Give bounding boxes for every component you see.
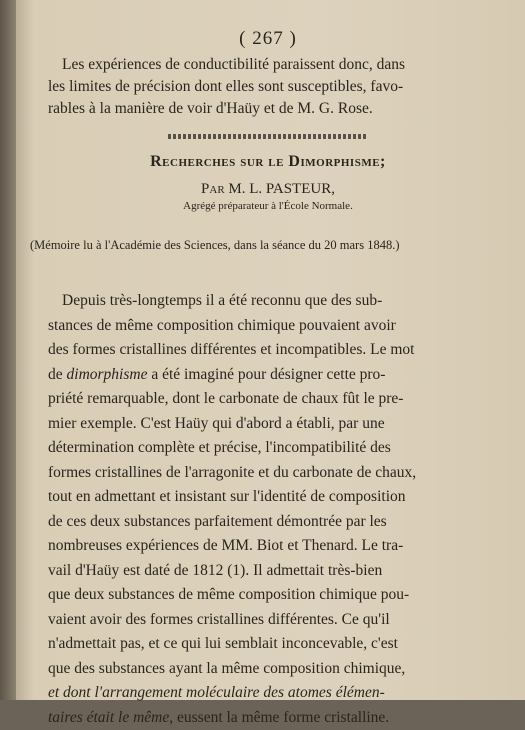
body-line: n'admettait pas, et ce qui lui semblait inconcevable, c'est bbox=[48, 632, 488, 657]
author-role: Agrégé préparateur à l'École Normale. bbox=[48, 200, 488, 212]
body-line: de dimorphisme a été imaginé pour désigner cette pro- bbox=[48, 363, 488, 388]
body-paragraph bbox=[48, 289, 488, 730]
intro-paragraph bbox=[48, 54, 488, 120]
body-line: nombreuses expériences de MM. Biot et Thenard. Le tra- bbox=[48, 534, 488, 559]
body-line: formes cristallines de l'arragonite et du carbonate de chaux, bbox=[48, 461, 488, 486]
body-line: que des substances ayant la même composition chimique, bbox=[48, 657, 488, 682]
body-line: priété remarquable, dont le carbonate de chaux fût le pre- bbox=[48, 387, 488, 412]
body-line: Depuis très-longtemps il a été reconnu que des sub- bbox=[48, 289, 488, 314]
body-line: détermination complète et précise, l'incompatibilité des bbox=[48, 436, 488, 461]
page-number: ( 267 ) bbox=[48, 28, 488, 50]
body-line: des formes cristallines différentes et incompatibles. Le mot bbox=[48, 338, 488, 363]
intro-line: Les expériences de conductibilité paraissent donc, dans bbox=[48, 54, 488, 76]
body-line: stances de même composition chimique pouvaient avoir bbox=[48, 314, 488, 339]
body-line: tout en admettant et insistant sur l'identité de composition bbox=[48, 485, 488, 510]
article-author: Par M. L. PASTEUR, bbox=[48, 181, 488, 198]
body-line: vail d'Haüy est daté de 1812 (1). Il admettait très-bien bbox=[48, 559, 488, 584]
book-gutter bbox=[0, 0, 16, 700]
memoire-note: (Mémoire lu à l'Académie des Sciences, dans la séance du 20 mars 1848.) bbox=[30, 238, 488, 253]
article-title: Recherches sur le Dimorphisme; bbox=[48, 153, 488, 171]
section-divider bbox=[168, 134, 368, 139]
body-line: mier exemple. C'est Haüy qui d'abord a établi, par une bbox=[48, 412, 488, 437]
body-line: vaient avoir des formes cristallines différentes. Ce qu'il bbox=[48, 608, 488, 633]
body-line: de ces deux substances parfaitement démontrée par les bbox=[48, 510, 488, 535]
body-line: taires était le même, eussent la même forme cristalline. bbox=[48, 706, 488, 730]
body-line: et dont l'arrangement moléculaire des atomes élémen- bbox=[48, 681, 488, 706]
intro-line: les limites de précision dont elles sont susceptibles, favo- bbox=[48, 76, 488, 98]
page-content bbox=[48, 28, 488, 730]
intro-line: rables à la manière de voir d'Haüy et de M. G. Rose. bbox=[48, 98, 488, 120]
body-line: que deux substances de même composition chimique pou- bbox=[48, 583, 488, 608]
